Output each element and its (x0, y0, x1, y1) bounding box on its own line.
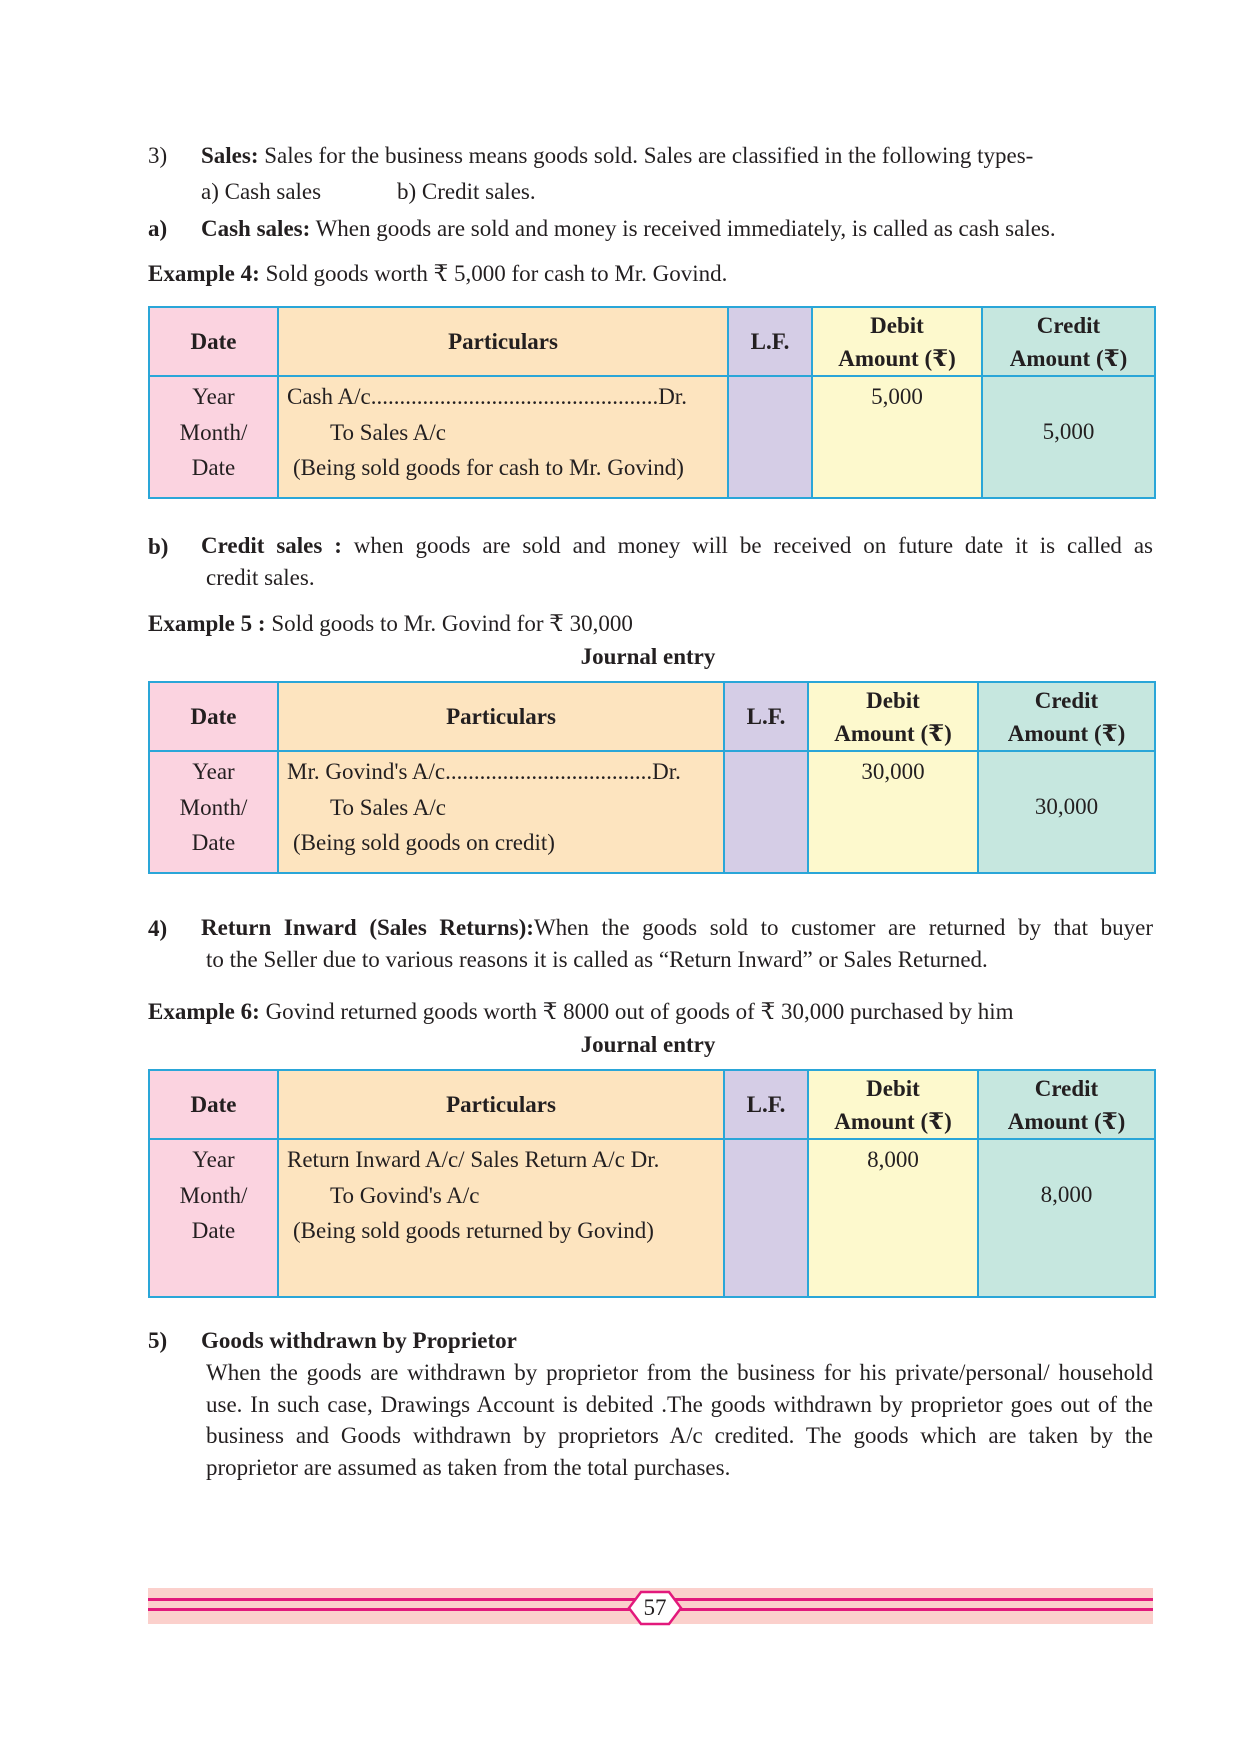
example-6-label: Example 6: (148, 999, 260, 1024)
date-year: Year (192, 1147, 235, 1172)
section-4-label: Return Inward (Sales Returns): (201, 915, 534, 940)
header-lf: L.F. (728, 307, 812, 376)
section-a-body: When goods are sold and money is received immediately, is called as cash sales. (310, 216, 1056, 241)
particulars-narration: (Being sold goods returned by Govind) (293, 1218, 654, 1243)
section-3-number: 3) (148, 143, 168, 168)
example-5-text: Sold goods to Mr. Govind for ₹ 30,000 (265, 611, 633, 636)
journal-entry-heading-1: Journal entry (580, 644, 716, 669)
section-4-body: When the goods sold to customer are returned by that buyer (533, 915, 1153, 940)
header-debit-line2: Amount (₹) (834, 1108, 952, 1134)
example-4-label: Example 4: (148, 261, 260, 286)
header-credit-line1: Credit (1034, 1075, 1099, 1101)
header-debit-line2: Amount (₹) (834, 720, 952, 746)
header-debit-line1: Debit (866, 1075, 920, 1101)
date-month: Month/ (179, 794, 248, 820)
header-credit (978, 1070, 1155, 1139)
credit-amount: 30,000 (978, 751, 1155, 873)
date-cell (149, 1139, 278, 1297)
example-5-label: Example 5 : (148, 611, 266, 636)
header-date: Date (149, 682, 278, 751)
debit-amount: 5,000 (812, 376, 982, 498)
header-credit (982, 307, 1155, 376)
particulars-credit-line: To Sales A/c (330, 419, 446, 445)
header-date: Date (149, 307, 278, 376)
section-3-body: Sales for the business means goods sold. Sales are classified in the following types- (258, 143, 1034, 168)
page-number: 57 (643, 1595, 667, 1620)
date-year: Year (192, 759, 235, 784)
particulars-cell (278, 376, 728, 498)
date-date: Date (191, 455, 236, 480)
header-particulars: Particulars (278, 307, 728, 376)
section-4-text-cont: to the Seller due to various reasons it is called as “Return Inward” or Sales Returned. (206, 947, 988, 972)
header-credit-line1: Credit (1034, 687, 1099, 713)
date-date: Date (191, 1218, 236, 1243)
type-cash-sales: a) Cash sales (201, 179, 322, 204)
credit-amount: 5,000 (982, 376, 1155, 498)
type-credit-sales: b) Credit sales. (397, 179, 536, 204)
header-date: Date (149, 1070, 278, 1139)
header-particulars: Particulars (278, 1070, 724, 1139)
header-particulars: Particulars (278, 682, 724, 751)
section-b-text (201, 530, 1153, 562)
header-credit-line2: Amount (₹) (1007, 1108, 1126, 1134)
header-credit-line1: Credit (1036, 312, 1101, 338)
header-debit-line1: Debit (866, 687, 920, 713)
section-5-heading: Goods withdrawn by Proprietor (201, 1328, 517, 1353)
date-year: Year (192, 384, 235, 409)
example-4-text: Sold goods worth ₹ 5,000 for cash to Mr. Govind. (259, 261, 728, 286)
header-credit-line2: Amount (₹) (1009, 345, 1128, 371)
date-date: Date (191, 830, 236, 855)
date-cell (149, 751, 278, 873)
section-4-number: 4) (148, 916, 168, 941)
particulars-debit-line: Return Inward A/c/ Sales Return A/c Dr. (287, 1147, 660, 1172)
header-debit-line2: Amount (₹) (838, 345, 956, 371)
header-credit-line2: Amount (₹) (1007, 720, 1126, 746)
header-credit (978, 682, 1155, 751)
particulars-cell (278, 1139, 724, 1297)
section-a-label: Cash sales: (201, 216, 311, 241)
header-debit (808, 1070, 978, 1139)
particulars-debit-line: Mr. Govind's A/c....................................Dr. (287, 759, 681, 784)
example-5 (148, 610, 633, 638)
header-debit-line1: Debit (870, 312, 924, 338)
particulars-debit-line: Cash A/c..................................................Dr. (287, 384, 687, 409)
header-debit (812, 307, 982, 376)
journal-entry-heading-2: Journal entry (580, 1032, 716, 1057)
date-cell (149, 376, 278, 498)
example-6 (148, 998, 1014, 1026)
journal-table-return-inward (148, 1069, 1156, 1298)
particulars-credit-line: To Sales A/c (330, 794, 446, 820)
section-3-label: Sales: (201, 143, 259, 168)
section-b-number: b) (148, 534, 169, 559)
section-b-body: when goods are sold and money will be received on future date it is called as (341, 533, 1153, 558)
lf-cell (728, 376, 812, 498)
header-debit (808, 682, 978, 751)
lf-cell (724, 751, 808, 873)
debit-amount: 8,000 (808, 1139, 978, 1297)
journal-table-credit-sales (148, 681, 1156, 874)
section-3-text (201, 142, 1033, 170)
section-a-text (201, 215, 1056, 243)
section-4-text (201, 912, 1153, 944)
section-b-label: Credit sales : (201, 533, 342, 558)
section-5-number: 5) (148, 1328, 168, 1353)
particulars-narration: (Being sold goods for cash to Mr. Govind) (293, 455, 684, 480)
credit-amount: 8,000 (978, 1139, 1155, 1297)
header-lf: L.F. (724, 1070, 808, 1139)
section-a-number: a) (148, 216, 168, 241)
particulars-credit-line: To Govind's A/c (330, 1182, 480, 1208)
particulars-narration: (Being sold goods on credit) (293, 830, 555, 855)
section-5-paragraph: When the goods are withdrawn by proprietor from the business for his private/personal/ household use. In such case, Drawings Account is debited .The goods withdrawn by proprietor goes out of the business and Goods withdrawn by proprietors A/c credited. The goods which are taken by the proprietor are assumed as taken from the total purchases. (206, 1360, 1153, 1480)
debit-amount: 30,000 (808, 751, 978, 873)
header-lf: L.F. (724, 682, 808, 751)
example-4 (148, 260, 727, 288)
date-month: Month/ (179, 1182, 248, 1208)
date-month: Month/ (179, 419, 248, 445)
journal-table-cash-sales (148, 306, 1156, 499)
lf-cell (724, 1139, 808, 1297)
section-b-text-cont: credit sales. (206, 565, 315, 590)
particulars-cell (278, 751, 724, 873)
example-6-text: Govind returned goods worth ₹ 8000 out of goods of ₹ 30,000 purchased by him (259, 999, 1014, 1024)
